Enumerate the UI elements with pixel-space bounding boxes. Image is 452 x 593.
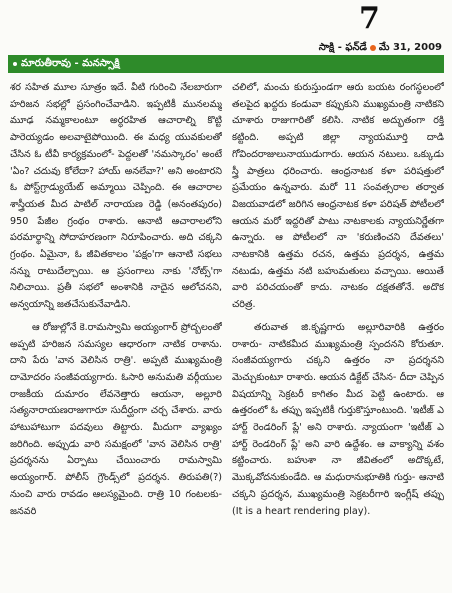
issue-date: మే 31, 2009 xyxy=(378,42,442,53)
article-paragraph: శర సహిత మూల సూత్రం ఇదే. వీటి గురించి నేలబారుగా హరిజన సభల్లో ప్రసంగించేవాడిని. ఇప్పటికీ మునలమ్మ మూఢ నమ్మకాలంటూ అర్ధరహిత ఆచారాల్ని కొట్టి పారెయ్యడం అలవాటైపోయింది. ఈ మధ్య యువకులతో చేసిన ఓ టీవీ కార్యక్రమంలో- పెద్దలతో 'నమస్కారం' అంటే 'ఏం? చదువు కోలేదా? హాయ్ అనలేవా?' అని అంటారని ఓ పోస్ట్‌గ్రాడ్యుయేట్ అమ్మాయి చెప్పింది. ఈ ఆచారాల శాస్త్రీయత మీద పాటిల్ నారాయణ రెడ్డి (అనంతపురం) 950 పేజీల గ్రంథం రాశారు. ఆనాటి ఆచారాలలోని పరమార్థాన్ని సోదాహరణంగా నిరూపించారు. అది చక్కని గ్రంథం. ఏమైనా, ఓ జీవితకాలం 'పక్షం'గా ఆనాటి సభలు నన్ను రాటుదేల్చాయి. ఆ ప్రసంగాలు నాకు 'నోట్స్'గా నిలిచాయి. ప్రతీ సభలో అంశానికి నాదైన ఆలోచనని, అన్వయాన్ని జతచేసుకునేవాడిని. xyxy=(10,82,222,311)
article-body xyxy=(10,80,444,589)
article-column-left xyxy=(10,80,222,589)
article-paragraph: ఆ రోజుల్లోనే కె.రామస్వామి అయ్యంగార్ ప్రోద్బలంతో అప్పటి హరిజన సమస్యల ఆధారంగా నాటిక రాశాను. దాని పేరు 'వాన వెలిసిన రాత్రి'. అప్పటి ముఖ్యమంత్రి దామోదరం సంజీవయ్యగారు. ఓసారి అనుమతి వర్గీయుల రాజకీయ దుమారం లేవనెత్తారు ఆయనా, అల్లూరి సత్యనారాయణరాజుగారూ సుదీర్ఘంగా చర్చ చేశారు. వారు హాటుహాటుగా పదవులు తిట్టారు. మీదుగా వ్యాఖ్యం జరిగింది. అప్పుడు వారి సమక్షంలో 'వాన వెలిసిన రాత్రి' ప్రదర్శనను ఏర్పాటు చేయించారు రామస్వామి అయ్యంగార్. పోలీస్ గ్రౌండ్స్‌లో ప్రదర్శన. తిరుపతి(?) నుంచి వారు రావడం ఆలస్యమైంది. రాత్రి 10 గంటలకు- జనవరి xyxy=(10,321,222,517)
column-header-bar xyxy=(8,55,444,73)
page-number: 7 xyxy=(359,1,380,36)
section-name: సాక్షి - ఫన్‌డే xyxy=(318,42,367,53)
bullet-icon xyxy=(13,62,17,66)
bullet-dot-icon xyxy=(370,45,376,51)
article-column-right xyxy=(232,80,444,589)
page-meta xyxy=(319,41,442,55)
column-title: మారుతీరావు - మనస్సాక్షి xyxy=(21,58,120,69)
article-paragraph: తరువాత జి.కృష్ణగారు అల్లూరివారికి ఉత్తరం రాశారు- నాటికమీద ముఖ్యమంత్రి స్పందనని కోరుతూ. సంజీవయ్యగారు చక్కని ఉత్తరం నా ప్రదర్శనని మెచ్చుకుంటూ రాశారు. ఆయన డిక్టేట్ చేసిన- దీదా చెప్పిన విషయాన్ని సెక్రటరీ కాగితం మీద పెట్టి ఉంటారు. ఆ ఉత్తరంలో ఓ తప్పు ఇప్పటికీ గుర్తుకొస్తూంటుంది. 'ఇటీజ్ ఎ హార్ట్ రెండరింగ్ ప్లే' అని రాశారు. న్యాయంగా 'ఇటీజ్ ఎ హార్ట్ రెండరింగ్ ప్లే' అని వారి ఉద్దేశం. ఆ వాక్యాన్ని వశం కట్టించారు. బహుశా నా జీవితంలో అదొక్కటే, మొక్కవోదనుకుండేది. ఆ మధురానుభూతికి గుర్తు- ఆనాటి చక్కని ప్రదర్శన, ముఖ్యమంత్రి సెక్రటరీగారి ఇంగ్లీష్ తప్పు (It is a heart rendering play). xyxy=(232,321,444,517)
article-paragraph: చలిలో, మంచు కురుస్తుండగా ఆరు బయట రంగస్థలంలో తలపైద ఖద్దరు కండువా కప్పుకుని ముఖ్యమంత్రి నాటికని చూశారు రాజుగారితో కలిసి. నాటిక అద్భుతంగా రక్తి కట్టింది. అప్పటి జిల్లా న్యాయమూర్తి దాడి గోవిందరాజులునాయుడుగారు. ఆయన నటులు. ఒక్కుడు స్త్రీ పాత్రలు ధరించారు. ఆంధ్రనాటక కళా పరిషత్తులో ప్రమేయం ఉన్నవారు. మరో 11 సంవత్సరాల తర్వాత విజయవాడలో జరిగిన ఆంధ్రనాటక కళా పరిషత్ పోటీలలో ఆయన మరో ఇద్దరితో పాటు నాటకాలకు న్యాయనిర్ణేతగా ఉన్నారు. ఆ పోటీలలో నా 'కరుణించని దేవతలు' నాటకానికి ఉత్తమ రచన, ఉత్తమ ప్రదర్శన, ఉత్తమ నటుడు, ఉత్తమ నటి బహుమతులు వచ్చాయి. ఆయితే వారి పరిచయంతో కాదు. నాటకం దక్షతతోనే. అదొక చరిత్ర. xyxy=(232,82,444,311)
